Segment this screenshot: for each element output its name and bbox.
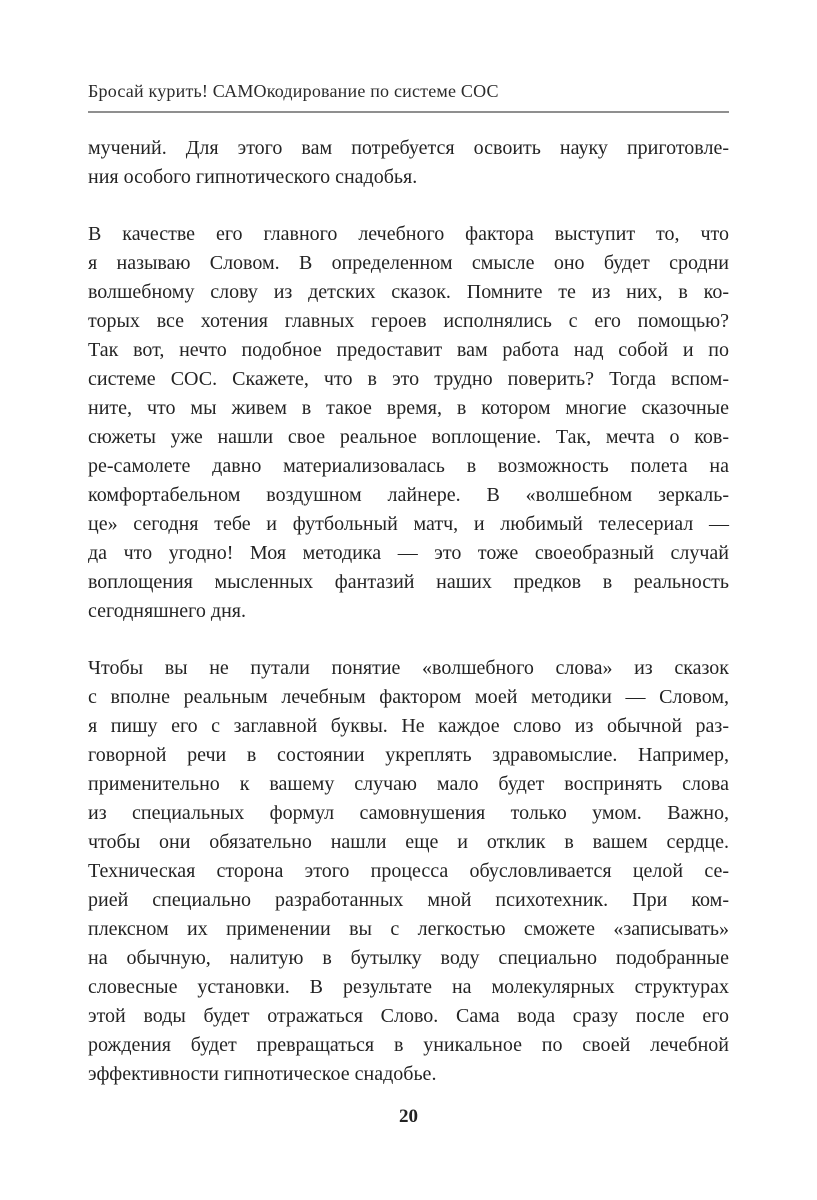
text-line: плексном их применении вы с легкостью сможете «записывать»: [88, 918, 729, 940]
running-header: [88, 80, 729, 113]
text-line: рией специально разработанных мной психотехник. При ком-: [88, 889, 729, 911]
text-line: я называю Словом. В определенном смысле оно будет сродни: [88, 252, 729, 274]
page-number: 20: [399, 1106, 418, 1127]
text-line: торых все хотения главных героев исполнялись с его помощью?: [88, 310, 729, 332]
text-line: говорной речи в состоянии укреплять здравомыслие. Например,: [88, 744, 729, 766]
text-line: комфортабельном воздушном лайнере. В «волшебном зеркаль-: [88, 484, 729, 506]
text-line: Чтобы вы не путали понятие «волшебного слова» из сказок: [88, 657, 729, 679]
text-line: це» сегодня тебе и футбольный матч, и любимый телесериал —: [88, 513, 729, 535]
text-line: с вполне реальным лечебным фактором моей методики — Словом,: [88, 686, 729, 708]
paragraph: [88, 134, 729, 192]
text-line: ните, что мы живем в такое время, в котором многие сказочные: [88, 397, 729, 419]
text-line: применительно к вашему случаю мало будет воспринять слова: [88, 773, 729, 795]
text-line: я пишу его с заглавной буквы. Не каждое слово из обычной раз-: [88, 715, 729, 737]
paragraph: [88, 654, 729, 1089]
text-line: Так вот, нечто подобное предоставит вам работа над собой и по: [88, 339, 729, 361]
text-line: воплощения мысленных фантазий наших предков в реальность: [88, 571, 729, 593]
text-line: из специальных формул самовнушения только умом. Важно,: [88, 802, 729, 824]
text-line: словесные установки. В результате на молекулярных структурах: [88, 976, 729, 998]
text-line: да что угодно! Моя методика — это тоже своеобразный случай: [88, 542, 729, 564]
text-line: чтобы они обязательно нашли еще и отклик в вашем сердце.: [88, 831, 729, 853]
text-line: сегодняшнего дня.: [88, 600, 246, 622]
text-line: мучений. Для этого вам потребуется освоить науку приготовле-: [88, 137, 729, 159]
running-header-title: Бросай курить! САМОкодирование по системе СОС: [88, 81, 499, 101]
text-line: ре-самолете давно материализовалась в возможность полета на: [88, 455, 729, 477]
text-line: эффективности гипнотическое снадобье.: [88, 1063, 437, 1085]
text-line: этой воды будет отражаться Слово. Сама вода сразу после его: [88, 1005, 729, 1027]
body-text: [88, 134, 729, 1089]
text-line: рождения будет превращаться в уникальное по своей лечебной: [88, 1034, 729, 1056]
text-line: ния особого гипнотического снадобья.: [88, 166, 418, 188]
text-line: сюжеты уже нашли свое реальное воплощение. Так, мечта о ков-: [88, 426, 729, 448]
text-line: на обычную, налитую в бутылку воду специально подобранные: [88, 947, 729, 969]
paragraph: [88, 220, 729, 626]
text-line: волшебному слову из детских сказок. Помните те из них, в ко-: [88, 281, 729, 303]
text-line: В качестве его главного лечебного фактора выступит то, что: [88, 223, 729, 245]
text-line: системе СОС. Скажете, что в это трудно поверить? Тогда вспом-: [88, 368, 729, 390]
text-line: Техническая сторона этого процесса обусловливается целой се-: [88, 860, 729, 882]
